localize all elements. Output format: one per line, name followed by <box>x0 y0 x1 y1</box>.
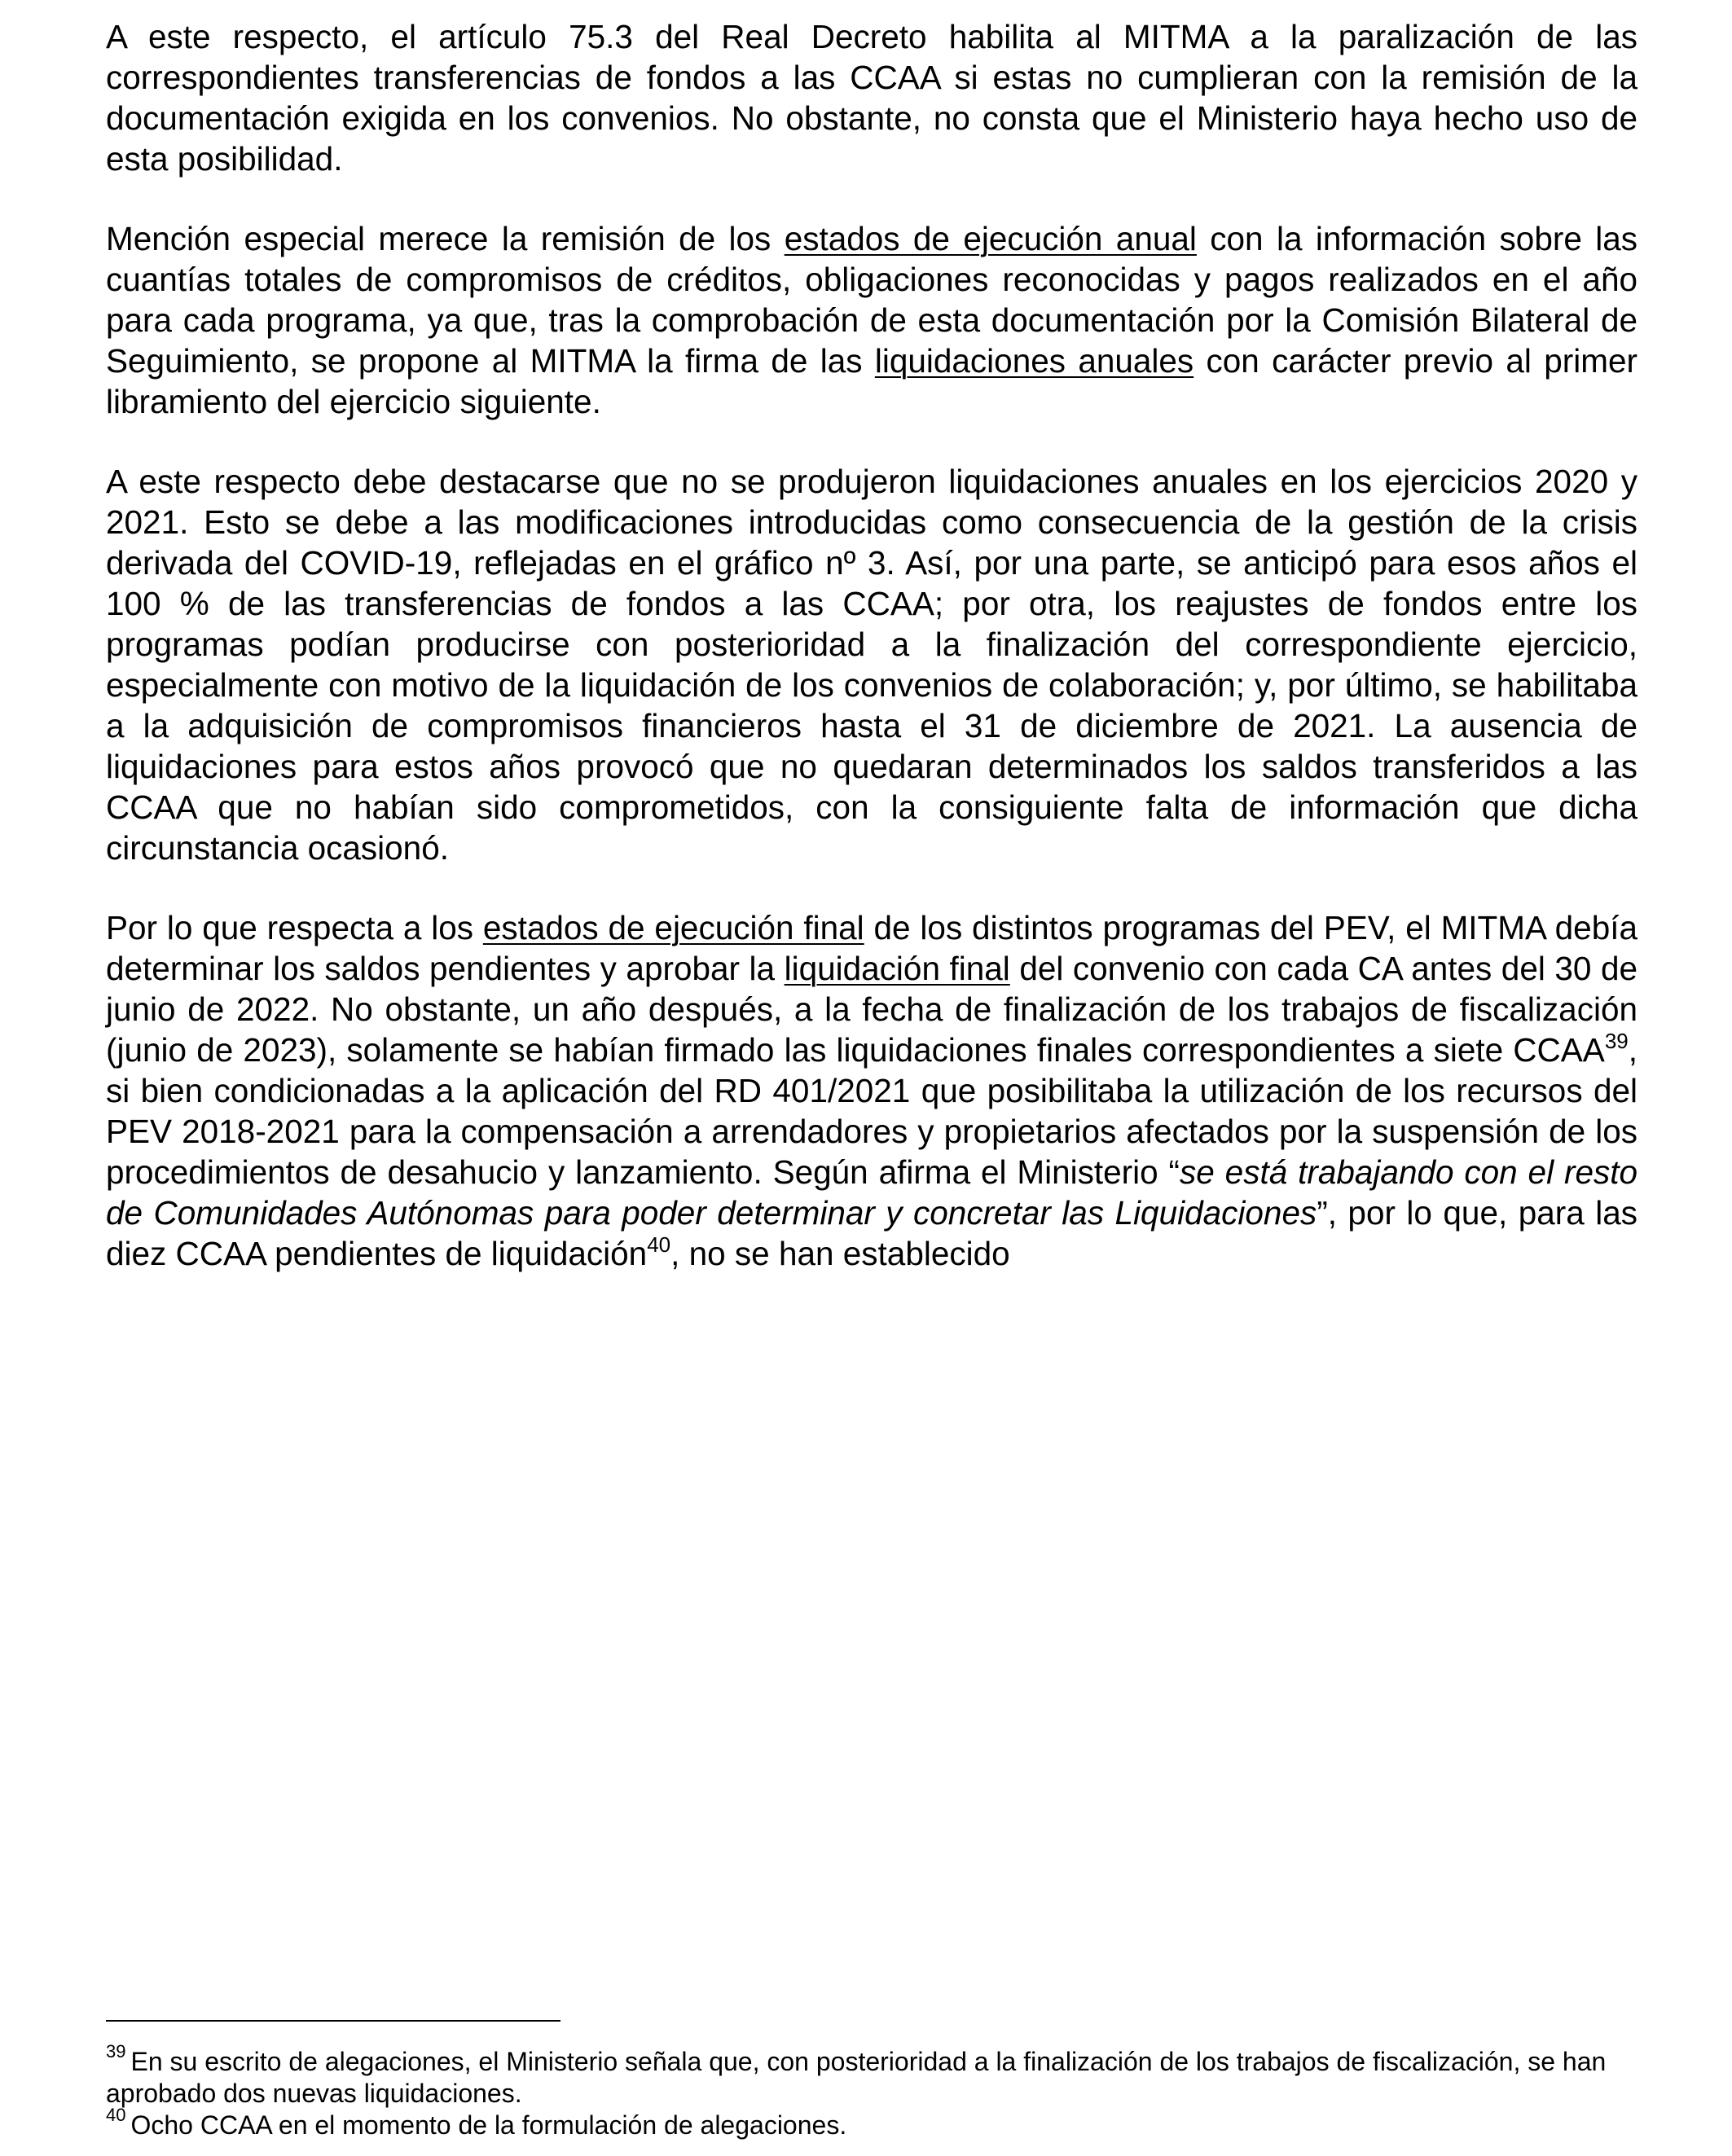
paragraph-2 <box>106 218 1637 422</box>
footnote-text: En su escrito de alegaciones, el Ministerio señala que, con posterioridad a la finalización de los trabajos de fiscalización, se han aprobado dos nuevas liquidaciones. <box>106 2047 1607 2108</box>
underlined-term-liquidaciones-anuales: liquidaciones anuales <box>874 342 1194 380</box>
underlined-term-estados-ejecucion-anual: estados de ejecución anual <box>784 220 1197 257</box>
footnote-ref-40[interactable]: 40 <box>647 1232 671 1257</box>
paragraph-4-text-c: del convenio con cada CA antes del 30 de junio de 2022. No obstante, un año después, a la fecha de finalización de los trabajos de fiscalización (junio de 2023), solamente se habían firmado las liquidaciones finales correspondientes a siete CCAA <box>106 950 1637 1069</box>
paragraph-4-text-a: Por lo que respecta a los <box>106 909 483 946</box>
footnote-ref-39[interactable]: 39 <box>1604 1028 1629 1053</box>
paragraph-2-text-a: Mención especial merece la remisión de los <box>106 220 785 257</box>
paragraph-4-text-e: ”, por lo que, para las diez CCAA pendientes de liquidación <box>106 1194 1637 1272</box>
paragraph-4 <box>106 907 1637 1274</box>
paragraph-4-text-b: de los distintos programas del PEV, el MITMA debía determinar los saldos pendientes y aprobar la <box>106 909 1638 987</box>
footnote-number: 40 <box>106 2105 126 2126</box>
paragraph-3-text: A este respecto debe destacarse que no se produjeron liquidaciones anuales en los ejercicios 2020 y 2021. Esto se debe a las modificaciones introducidas como consecuencia de la gestión de la crisis derivada del COVID-19, reflejadas en el gráfico nº 3. Así, por una parte, se anticipó para esos años el 100 % de las transferencias de fondos a las CCAA; por otra, los reajustes de fondos entre los programas podían producirse con posterioridad a la finalización del correspondiente ejercicio, especialmente con motivo de la liquidación de los convenios de colaboración; y, por último, se habilitaba a la adquisición de compromisos financieros hasta el 31 de diciembre de 2021. La ausencia de liquidaciones para estos años provocó que no quedaran determinados los saldos transferidos a las CCAA que no habían sido comprometidos, con la consiguiente falta de información que dicha circunstancia ocasionó. <box>106 463 1637 867</box>
paragraph-1-text: A este respecto, el artículo 75.3 del Real Decreto habilita al MITMA a la paralización de las correspondientes transferencias de fondos a las CCAA si estas no cumplieran con la remisión de la documentación exigida en los convenios. No obstante, no consta que el Ministerio haya hecho uso de esta posibilidad. <box>106 18 1637 178</box>
paragraph-4-text-f: , no se han establecido <box>670 1235 1010 1272</box>
document-body <box>106 16 1637 1313</box>
paragraph-4-text-d: , si bien condicionadas a la aplicación del RD 401/2021 que posibilitaba la utilización de los recursos del PEV 2018-2021 para la compensación a arrendadores y propietarios afectados por la suspensión de los procedimientos de desahucio y lanzamiento. Según afirma el Ministerio “ <box>106 1031 1637 1191</box>
paragraph-3 <box>106 461 1637 868</box>
paragraph-1 <box>106 16 1637 179</box>
footnotes-section <box>106 2020 1637 2141</box>
ministry-quote: se está trabajando con el resto de Comunidades Autónomas para poder determinar y concretar las Liquidaciones <box>106 1153 1637 1232</box>
footnote-39 <box>106 2041 1637 2110</box>
paragraph-2-text-c: con carácter previo al primer libramiento del ejercicio siguiente. <box>106 342 1637 420</box>
underlined-term-liquidacion-final: liquidación final <box>784 950 1010 987</box>
footnote-number: 39 <box>106 2041 126 2062</box>
footnote-40 <box>106 2105 1637 2141</box>
paragraph-2-text-b: con la información sobre las cuantías totales de compromisos de créditos, obligaciones reconocidas y pagos realizados en el año para cada programa, ya que, tras la comprobación de esta documentación por la Comisión Bilateral de Seguimiento, se propone al MITMA la firma de las <box>106 220 1637 380</box>
footnote-separator <box>106 2020 560 2022</box>
footnote-text: Ocho CCAA en el momento de la formulación de alegaciones. <box>130 2110 847 2140</box>
underlined-term-estados-ejecucion-final: estados de ejecución final <box>482 909 864 946</box>
